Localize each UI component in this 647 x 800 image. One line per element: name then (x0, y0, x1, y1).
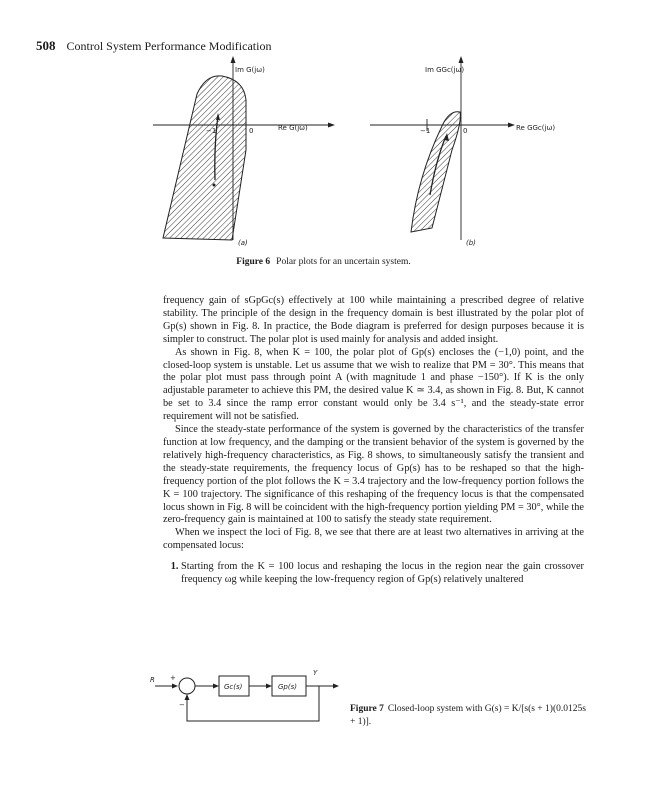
paragraph-1: frequency gain of sGpGc(s) effectively at 100 while maintaining a prescribed degree of relative stability. The principle of the design in the frequency domain is best illustrated by the polar plot of Gp(s) shown in Fig. 8. In practice, the Bode diagram is preferred for design purposes because it is simpler to construct. The polar plot is used mainly for analysis and added insight. (163, 295, 584, 345)
list-item: 1. Starting from the K = 100 locus and reshaping the locus in the region near the gain crossover frequency ωg while keeping the low-frequency region of Gp(s) relatively unaltered (181, 561, 584, 587)
panel-a-sublabel: (a) (238, 239, 248, 247)
figure-7-label: Figure 7 (350, 704, 384, 714)
block2-input-arrow (266, 684, 272, 689)
uncertainty-region-a (163, 76, 246, 240)
input-label: R (150, 676, 155, 684)
running-title: Control System Performance Modification (66, 39, 272, 53)
minus-one-label-a: −1 (206, 127, 217, 135)
body-text (163, 295, 584, 587)
figure-6-label: Figure 6 (236, 257, 271, 267)
locus-point-a (213, 184, 216, 187)
block1-input-arrow (213, 684, 219, 689)
minus-sign: − (179, 701, 185, 709)
polar-plot-b (370, 56, 555, 247)
paragraph-3: Since the steady-state performance of the system is governed by the characteristics of the transfer function at low frequency, and the damping or the transient behavior of the system is governed by the relatively high-frequency characteristics, as Fig. 8 shows, to simultaneously satisfy the transient and the steady-state requirements, the frequency locus of Gp(s) has to be reshaped so that the high-frequency portion of the plot follows the K = 3.4 trajectory and the low-frequency portion follows the K = 100 trajectory. The significance of this reshaping of the frequency locus is that the compensated locus shown in Fig. 8 will be coincident with the high-frequency portion yielding PM = 30°, while the zero-frequency gain is maintained at 100 to satisfy the steady state requirement. (163, 424, 584, 526)
controller-label: Gc(s) (224, 683, 243, 691)
imag-axis-arrow-a (231, 56, 236, 63)
page-number: 508 (36, 38, 56, 53)
real-axis-arrow-a (328, 123, 335, 128)
input-arrow (172, 684, 178, 689)
im-axis-label-b: Im GGc(jω) (425, 66, 465, 74)
re-axis-label-b: Re GGc(jω) (516, 124, 556, 132)
block-diagram (150, 669, 339, 721)
paragraph-4: When we inspect the loci of Fig. 8, we see that there are at least two alternatives in arriving at the compensated locus: (163, 527, 584, 552)
output-arrow (333, 684, 339, 689)
origin-label-b: 0 (463, 127, 468, 135)
uncertainty-region-b (411, 112, 460, 232)
minus-one-label-b: −1 (420, 127, 431, 135)
figure-6-caption (0, 257, 647, 267)
re-axis-label-a: Re G(jω) (278, 124, 308, 132)
alternatives-list (163, 561, 584, 587)
figure-7-caption (350, 703, 590, 729)
summing-junction (179, 678, 195, 694)
figure-7-caption-text: Closed-loop system with G(s) = K/[s(s + 1)(0.0125s + 1)]. (350, 704, 586, 727)
im-axis-label-a: Im G(jω) (235, 66, 265, 74)
origin-label-a: 0 (249, 127, 254, 135)
panel-b-sublabel: (b) (466, 239, 476, 247)
imag-axis-arrow-b (459, 56, 464, 63)
output-label: Y (313, 669, 318, 677)
feedback-arrow (185, 694, 190, 700)
plus-sign: + (170, 674, 176, 682)
real-axis-arrow-b (508, 123, 515, 128)
plant-label: Gp(s) (278, 683, 297, 691)
polar-plot-a (153, 56, 335, 247)
paragraph-2: As shown in Fig. 8, when K = 100, the polar plot of Gp(s) encloses the (−1,0) point, and the closed-loop system is unstable. Let us assume that we wish to realize that PM = 30°. This means that the polar plot must pass through point A (with magnitude 1 and phase −150°). If K is the only adjustable parameter to achieve this PM, the desired value K ≃ 3.4, as shown in Fig. 8. But, K cannot be set to 3.4 since the ramp error constant would only be 3.4 s⁻¹, and the steady-state error requirement will not be satisfied. (163, 346, 584, 423)
feedback-path (187, 686, 319, 721)
figure-6-caption-text: Polar plots for an uncertain system. (276, 257, 411, 267)
